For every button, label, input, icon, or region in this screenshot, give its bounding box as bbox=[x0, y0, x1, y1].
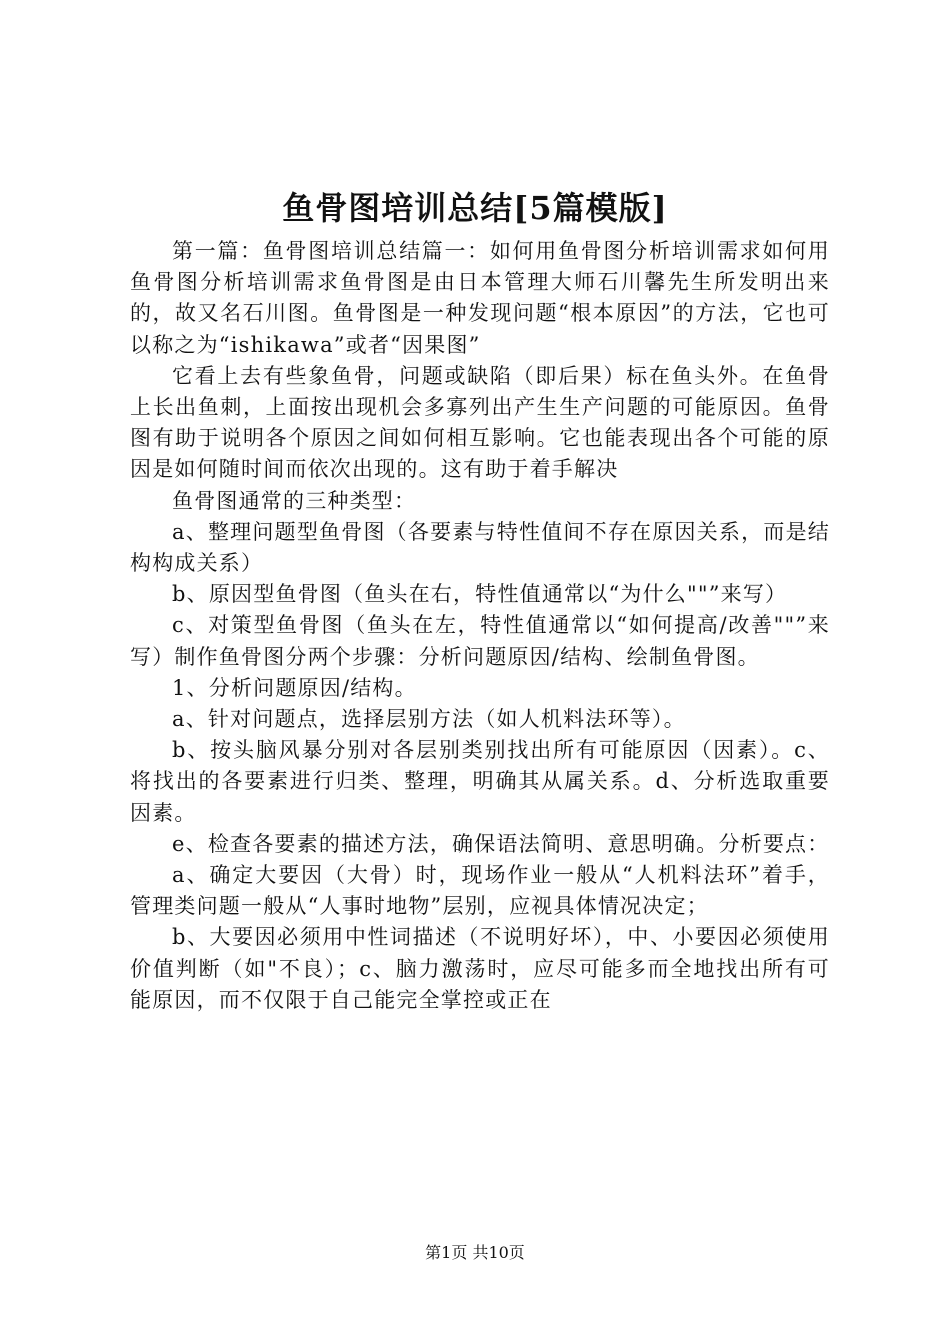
paragraph: 鱼骨图通常的三种类型： bbox=[172, 488, 417, 513]
page-number-footer: 第1页 共10页 bbox=[425, 1243, 525, 1262]
paragraph: c、对策型鱼骨图（鱼头在左，特性值通常以“如何提高/改善""”来写）制作鱼骨图分两个步骤：分析问题原因/结构、绘制鱼骨图。 bbox=[130, 613, 830, 669]
paragraph: b、大要因必须用中性词描述（不说明好坏），中、小要因必须使用价值判断（如"不良）；c、脑力激荡时，应尽可能多而全地找出所有可能原因，而不仅限于自己能完全掌控或正在 bbox=[130, 925, 830, 1012]
paragraph: a、针对问题点，选择层别方法（如人机料法环等）。 bbox=[172, 707, 686, 732]
paragraph: 1、分析问题原因/结构。 bbox=[172, 675, 417, 700]
document-title: 鱼骨图培训总结[5篇模版] bbox=[282, 189, 668, 227]
document-body bbox=[130, 236, 830, 1016]
paragraph: b、按头脑风暴分别对各层别类别找出所有可能原因（因素）。c、将找出的各要素进行归类、整理，明确其从属关系。d、分析选取重要因素。 bbox=[130, 738, 830, 825]
paragraph: 第一篇：鱼骨图培训总结篇一：如何用鱼骨图分析培训需求如何用鱼骨图分析培训需求鱼骨图是由日本管理大师石川馨先生所发明出来的，故又名石川图。鱼骨图是一种发现问题“根本原因”的方法，它也可以称之为“ishikawa”或者“因果图” bbox=[130, 239, 830, 357]
paragraph: a、整理问题型鱼骨图（各要素与特性值间不存在原因关系，而是结构构成关系） bbox=[130, 519, 830, 576]
paragraph: 它看上去有些象鱼骨，问题或缺陷（即后果）标在鱼头外。在鱼骨上长出鱼刺，上面按出现机会多寡列出产生生产问题的可能原因。鱼骨图有助于说明各个原因之间如何相互影响。它也能表现出各个可能的原因是如何随时间而依次出现的。这有助于着手解决 bbox=[130, 363, 830, 482]
paragraph: a、确定大要因（大骨）时，现场作业一般从“人机料法环”着手，管理类问题一般从“人事时地物”层别，应视具体情况决定； bbox=[130, 863, 830, 919]
paragraph: e、检查各要素的描述方法，确保语法简明、意思明确。分析要点： bbox=[172, 831, 830, 856]
paragraph: b、原因型鱼骨图（鱼头在右，特性值通常以“为什么""”来写） bbox=[172, 582, 788, 607]
